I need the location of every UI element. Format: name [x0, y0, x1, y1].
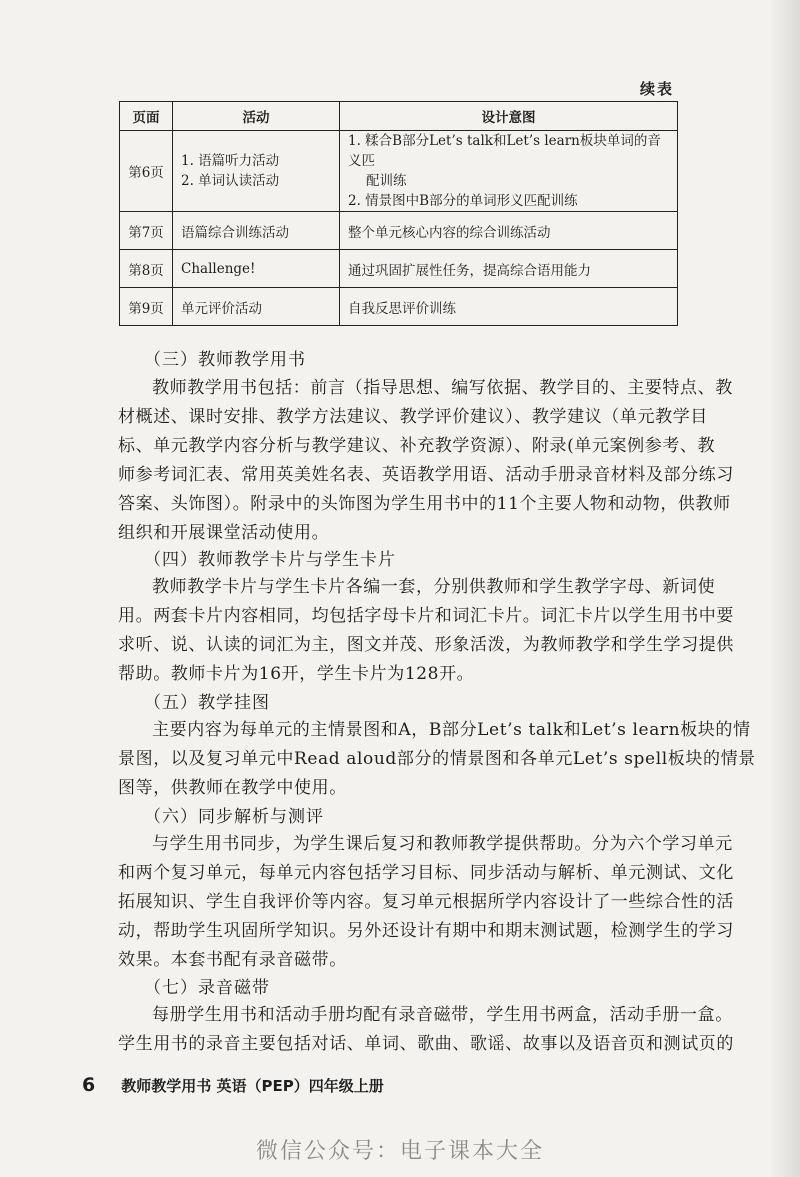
table-header-page: 页面 [120, 102, 173, 131]
row-intent: 1. 糅合B部分Let’s talk和Let’s learn板块单词的音义匹 配训练 2. 情景图中B部分的单词形义匹配训练 [340, 131, 678, 212]
table-row [120, 131, 678, 212]
table-header-intent: 设计意图 [340, 102, 678, 131]
book-title: 教师教学用书 英语（PEP）四年级上册 [121, 1077, 384, 1095]
watermark: 微信公众号：电子课本大全 [255, 1139, 544, 1164]
row-page: 第8页 [120, 250, 173, 288]
row-page: 第6页 [120, 131, 173, 212]
table-row [120, 250, 678, 288]
section-heading-5: （五）教学挂图 [144, 693, 270, 713]
section-heading-4: （四）教师教学卡片与学生卡片 [144, 550, 396, 570]
table-row [120, 212, 678, 250]
section-paragraph-4: 教师教学卡片与学生卡片各编一套，分别供教师和学生教学字母、新词使 用。两套卡片内容相同，均包括字母卡片和词汇卡片。词汇卡片以学生用书中要 求听、说、认读的词汇为主，图文并茂、形象活泼，为教师教学和学生学习提供 帮助。教师卡片为16开，学生卡片为128开。 [118, 577, 734, 684]
section-heading-3: （三）教师教学用书 [144, 350, 306, 370]
table-row [120, 288, 678, 326]
section-heading-6: （六）同步解析与测评 [144, 807, 324, 827]
row-intent: 整个单元核心内容的综合训练活动 [340, 212, 678, 250]
row-activity: 1. 语篇听力活动 2. 单词认读活动 [173, 131, 340, 212]
page-number: 6 [82, 1074, 96, 1096]
section-paragraph-6: 与学生用书同步，为学生课后复习和教师教学提供帮助。分为六个学习单元 和两个复习单元，每单元内容包括学习目标、同步活动与解析、单元测试、文化 拓展知识、学生自我评价等内容。复习单元根据所学内容设计了一些综合性的活 动，帮助学生巩固所学知识。另外还设计有期中和期末测试题，检测学生的学习 效果。本套书配有录音磁带。 [118, 834, 734, 970]
page-edge-shadow [770, 0, 800, 1177]
table-header-activity: 活动 [173, 102, 340, 131]
section-paragraph-5: 主要内容为每单元的主情景图和A，B部分Let’s talk和Let’s learn板块的情 景图，以及复习单元中Read aloud部分的情景图和各单元Let’s spell板块的情景 图等，供教师在教学中使用。 [118, 720, 756, 798]
section-paragraph-3: 教师教学用书包括：前言（指导思想、编写依据、教学目的、主要特点、教 材概述、课时安排、教学方法建议、教学评价建议）、教学建议（单元教学目 标、单元教学内容分析与教学建议、补充教学资源）、附录(单元案例参考、教 师参考词汇表、常用英美姓名表、英语教学用语、活动手册录音材料及部分练习 答案、头饰图）。附录中的头饰图为学生用书中的11个主要人物和动物，供教师 组织和开展课堂活动使用。 [118, 378, 734, 543]
row-activity: 单元评价活动 [173, 288, 340, 326]
row-intent: 通过巩固扩展性任务，提高综合语用能力 [340, 250, 678, 288]
row-activity: Challenge! [173, 250, 340, 288]
page-footer [82, 1074, 384, 1096]
row-intent: 自我反思评价训练 [340, 288, 678, 326]
design-table [119, 101, 678, 326]
continued-label: 续表 [640, 80, 675, 98]
row-activity: 语篇综合训练活动 [173, 212, 340, 250]
table-header-row [120, 102, 678, 131]
row-page: 第7页 [120, 212, 173, 250]
section-paragraph-7: 每册学生用书和活动手册均配有录音磁带，学生用书两盒，活动手册一盒。 学生用书的录音主要包括对话、单词、歌曲、歌谣、故事以及语音页和测试页的 [118, 1005, 734, 1054]
section-heading-7: （七）录音磁带 [144, 978, 270, 998]
row-page: 第9页 [120, 288, 173, 326]
